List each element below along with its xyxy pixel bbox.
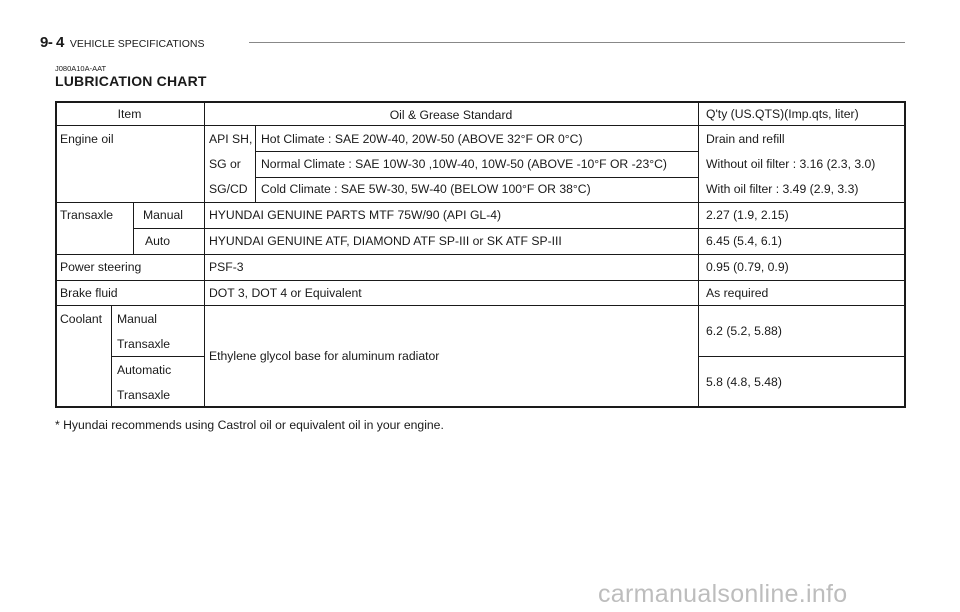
row-divider [255, 177, 698, 178]
engine-oil-grade: SG/CD [209, 182, 248, 196]
engine-oil-quantity: With oil filter : 3.49 (2.9, 3.3) [706, 182, 859, 196]
engine-oil-normal-climate: Normal Climate : SAE 10W-30 ,10W-40, 10W-50 (ABOVE -10°F OR -23°C) [261, 157, 667, 171]
column-header-quantity: Q'ty (US.QTS)(Imp.qts, liter) [706, 107, 859, 121]
coolant-automatic-label: Transaxle [117, 388, 171, 402]
column-divider [255, 125, 256, 202]
lubrication-table [55, 101, 906, 408]
transaxle-auto-standard: HYUNDAI GENUINE ATF, DIAMOND ATF SP-III or SK ATF SP-III [209, 234, 562, 248]
watermark: carmanualsonline.info [598, 580, 848, 608]
footnote: * Hyundai recommends using Castrol oil or equivalent oil in your engine. [55, 418, 444, 432]
coolant-manual-label: Manual [117, 312, 157, 326]
engine-oil-grade: API SH, [209, 132, 253, 146]
row-divider [55, 202, 906, 203]
row-divider [111, 356, 204, 357]
coolant-label: Coolant [60, 312, 103, 326]
engine-oil-grade: SG or [209, 157, 241, 171]
column-header-standard: Oil & Grease Standard [389, 108, 513, 122]
power-steering-label: Power steering [60, 260, 142, 274]
column-header-item: Item [117, 107, 142, 121]
page-title: LUBRICATION CHART [55, 73, 207, 89]
row-divider [255, 151, 698, 152]
column-divider [133, 202, 134, 254]
row-divider [55, 280, 906, 281]
transaxle-label: Transaxle [60, 208, 114, 222]
power-steering-standard: PSF-3 [209, 260, 244, 274]
brake-fluid-standard: DOT 3, DOT 4 or Equivalent [209, 286, 362, 300]
section-name: VEHICLE SPECIFICATIONS [69, 38, 205, 50]
row-divider [698, 356, 906, 357]
column-divider [204, 101, 205, 408]
brake-fluid-label: Brake fluid [60, 286, 118, 300]
brake-fluid-quantity: As required [706, 286, 769, 300]
coolant-automatic-label: Automatic [117, 363, 172, 377]
header-rule [249, 42, 905, 43]
transaxle-auto-label: Auto [145, 234, 171, 248]
header-divider [55, 125, 906, 126]
transaxle-manual-label: Manual [143, 208, 183, 222]
row-divider [55, 254, 906, 255]
coolant-manual-quantity: 6.2 (5.2, 5.88) [706, 324, 782, 338]
transaxle-auto-quantity: 6.45 (5.4, 6.1) [706, 234, 782, 248]
coolant-manual-label: Transaxle [117, 337, 171, 351]
column-divider [111, 305, 112, 408]
row-divider [133, 228, 906, 229]
engine-oil-quantity: Drain and refill [706, 132, 785, 146]
page-number: 9- 4 [40, 34, 64, 51]
coolant-automatic-quantity: 5.8 (4.8, 5.48) [706, 375, 782, 389]
power-steering-quantity: 0.95 (0.79, 0.9) [706, 260, 789, 274]
engine-oil-quantity: Without oil filter : 3.16 (2.3, 3.0) [706, 157, 876, 171]
document-code: J080A10A-AAT [55, 64, 107, 73]
engine-oil-hot-climate: Hot Climate : SAE 20W-40, 20W-50 (ABOVE 32°F OR 0°C) [261, 132, 583, 146]
column-divider [698, 101, 699, 408]
engine-oil-label: Engine oil [60, 132, 114, 146]
coolant-standard: Ethylene glycol base for aluminum radiator [209, 349, 440, 363]
engine-oil-cold-climate: Cold Climate : SAE 5W-30, 5W-40 (BELOW 100°F OR 38°C) [261, 182, 591, 196]
transaxle-manual-standard: HYUNDAI GENUINE PARTS MTF 75W/90 (API GL-4) [209, 208, 502, 222]
transaxle-manual-quantity: 2.27 (1.9, 2.15) [706, 208, 789, 222]
page-header [40, 34, 204, 51]
row-divider [55, 305, 906, 306]
